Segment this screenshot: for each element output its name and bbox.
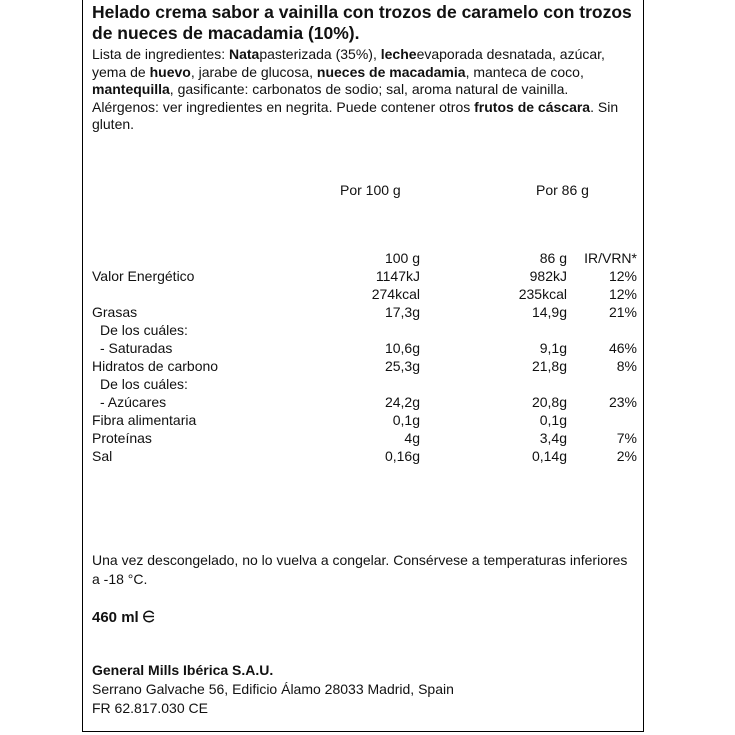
value-per-86g: 21,8g	[531, 358, 567, 374]
value-per-100g: 25,3g	[384, 358, 420, 374]
nutrition-row	[92, 286, 637, 304]
value-ir-vrn: 21%	[608, 304, 637, 320]
nutrient-label: Hidratos de carbono	[92, 358, 219, 374]
value-per-100g: 1147kJ	[375, 268, 420, 284]
value-ir-vrn: 23%	[608, 394, 637, 410]
value-per-100g: 0,1g	[392, 412, 420, 428]
company-registry: FR 62.817.030 CE	[92, 700, 208, 716]
nutrition-row	[92, 358, 637, 376]
value-per-100g: 0,16g	[384, 448, 420, 464]
value-per-100g: 100 g	[384, 250, 420, 266]
value-per-86g: 86 g	[539, 250, 567, 266]
value-per-86g: 0,1g	[539, 412, 567, 428]
allergen-mantequilla: mantequilla	[92, 81, 170, 98]
ingredients-text: , manteca de coco,	[465, 63, 584, 80]
value-ir-vrn: 12%	[608, 286, 637, 302]
nutrient-label: De los cuáles:	[100, 322, 188, 338]
header-per-100g: Por 100 g	[340, 182, 401, 198]
nutrition-row	[92, 412, 637, 430]
nutrition-row	[92, 430, 637, 448]
storage-instructions: Una vez descongelado, no lo vuelva a congelar. Consérvese a temperaturas inferiores a -18 °C.	[92, 552, 628, 587]
value-per-86g: 982kJ	[529, 268, 567, 284]
header-per-86g: Por 86 g	[536, 182, 589, 198]
value-per-86g: 20,8g	[531, 394, 567, 410]
value-per-86g: 235kcal	[518, 286, 567, 302]
ingredients-text: pasterizada (35%),	[259, 46, 381, 62]
ingredients-text: . Sin gluten.	[92, 98, 619, 133]
product-title: Helado crema sabor a vainilla con trozos de caramelo con trozos de nueces de macadamia (10%).	[92, 2, 632, 43]
value-ir-vrn: 2%	[616, 448, 637, 464]
nutrient-label: Grasas	[92, 304, 138, 320]
nutrient-label: - Azúcares	[100, 394, 167, 410]
volume-value: 460 ml	[92, 609, 139, 626]
ingredients-prefix: Lista de ingredientes:	[92, 46, 229, 62]
nutrient-label: Sal	[92, 448, 113, 464]
company-address: Serrano Galvache 56, Edificio Álamo 28033 Madrid, Spain	[92, 681, 454, 697]
ingredients-text: , jarabe de glucosa,	[190, 63, 317, 80]
estimated-sign-icon	[142, 609, 157, 624]
allergen-leche: leche	[380, 46, 417, 62]
value-per-86g: 9,1g	[539, 340, 567, 356]
value-per-86g: 0,14g	[531, 448, 567, 464]
nutrition-row	[92, 268, 637, 286]
value-per-100g: 17,3g	[384, 304, 420, 320]
nutrition-row	[92, 448, 637, 466]
allergen-nueces: nueces de macadamia	[316, 63, 466, 80]
nutrient-label: Valor Energético	[92, 268, 195, 284]
value-per-100g: 24,2g	[384, 394, 420, 410]
nutrient-label: - Saturadas	[100, 340, 173, 356]
value-ir-vrn: IR/VRN*	[584, 250, 637, 266]
nutrition-row	[92, 376, 637, 394]
value-per-86g: 14,9g	[531, 304, 567, 320]
value-per-100g: 10,6g	[384, 340, 420, 356]
nutrient-label: Fibra alimentaria	[92, 412, 197, 428]
allergen-frutos: frutos de cáscara	[474, 98, 591, 115]
value-per-86g: 3,4g	[539, 430, 567, 446]
nutrition-row	[92, 340, 637, 358]
nutrition-row	[92, 304, 637, 322]
company-name: General Mills Ibérica S.A.U.	[92, 662, 274, 678]
ingredients-text: evaporada desnatada, azúcar, yema de	[92, 46, 605, 80]
nutrition-row	[92, 250, 637, 268]
nutrition-row	[92, 394, 637, 412]
value-ir-vrn: 12%	[608, 268, 637, 284]
nutrient-label: De los cuáles:	[100, 376, 188, 392]
ingredients-list	[92, 46, 637, 134]
net-volume	[92, 609, 157, 626]
ingredients-text: , gasificante: carbonatos de sodio; sal, aroma natural de vainilla. Alérgenos: ver ingredientes en negrita. Puede contener otros	[92, 81, 569, 115]
nutrient-label: Proteínas	[92, 430, 152, 446]
value-ir-vrn: 8%	[616, 358, 637, 374]
allergen-nata: Nata	[228, 46, 260, 62]
nutrition-row	[92, 322, 637, 340]
value-ir-vrn: 7%	[616, 430, 637, 446]
allergen-huevo: huevo	[149, 63, 191, 80]
value-ir-vrn: 46%	[608, 340, 637, 356]
value-per-100g: 4g	[404, 430, 420, 446]
value-per-100g: 274kcal	[371, 286, 420, 302]
